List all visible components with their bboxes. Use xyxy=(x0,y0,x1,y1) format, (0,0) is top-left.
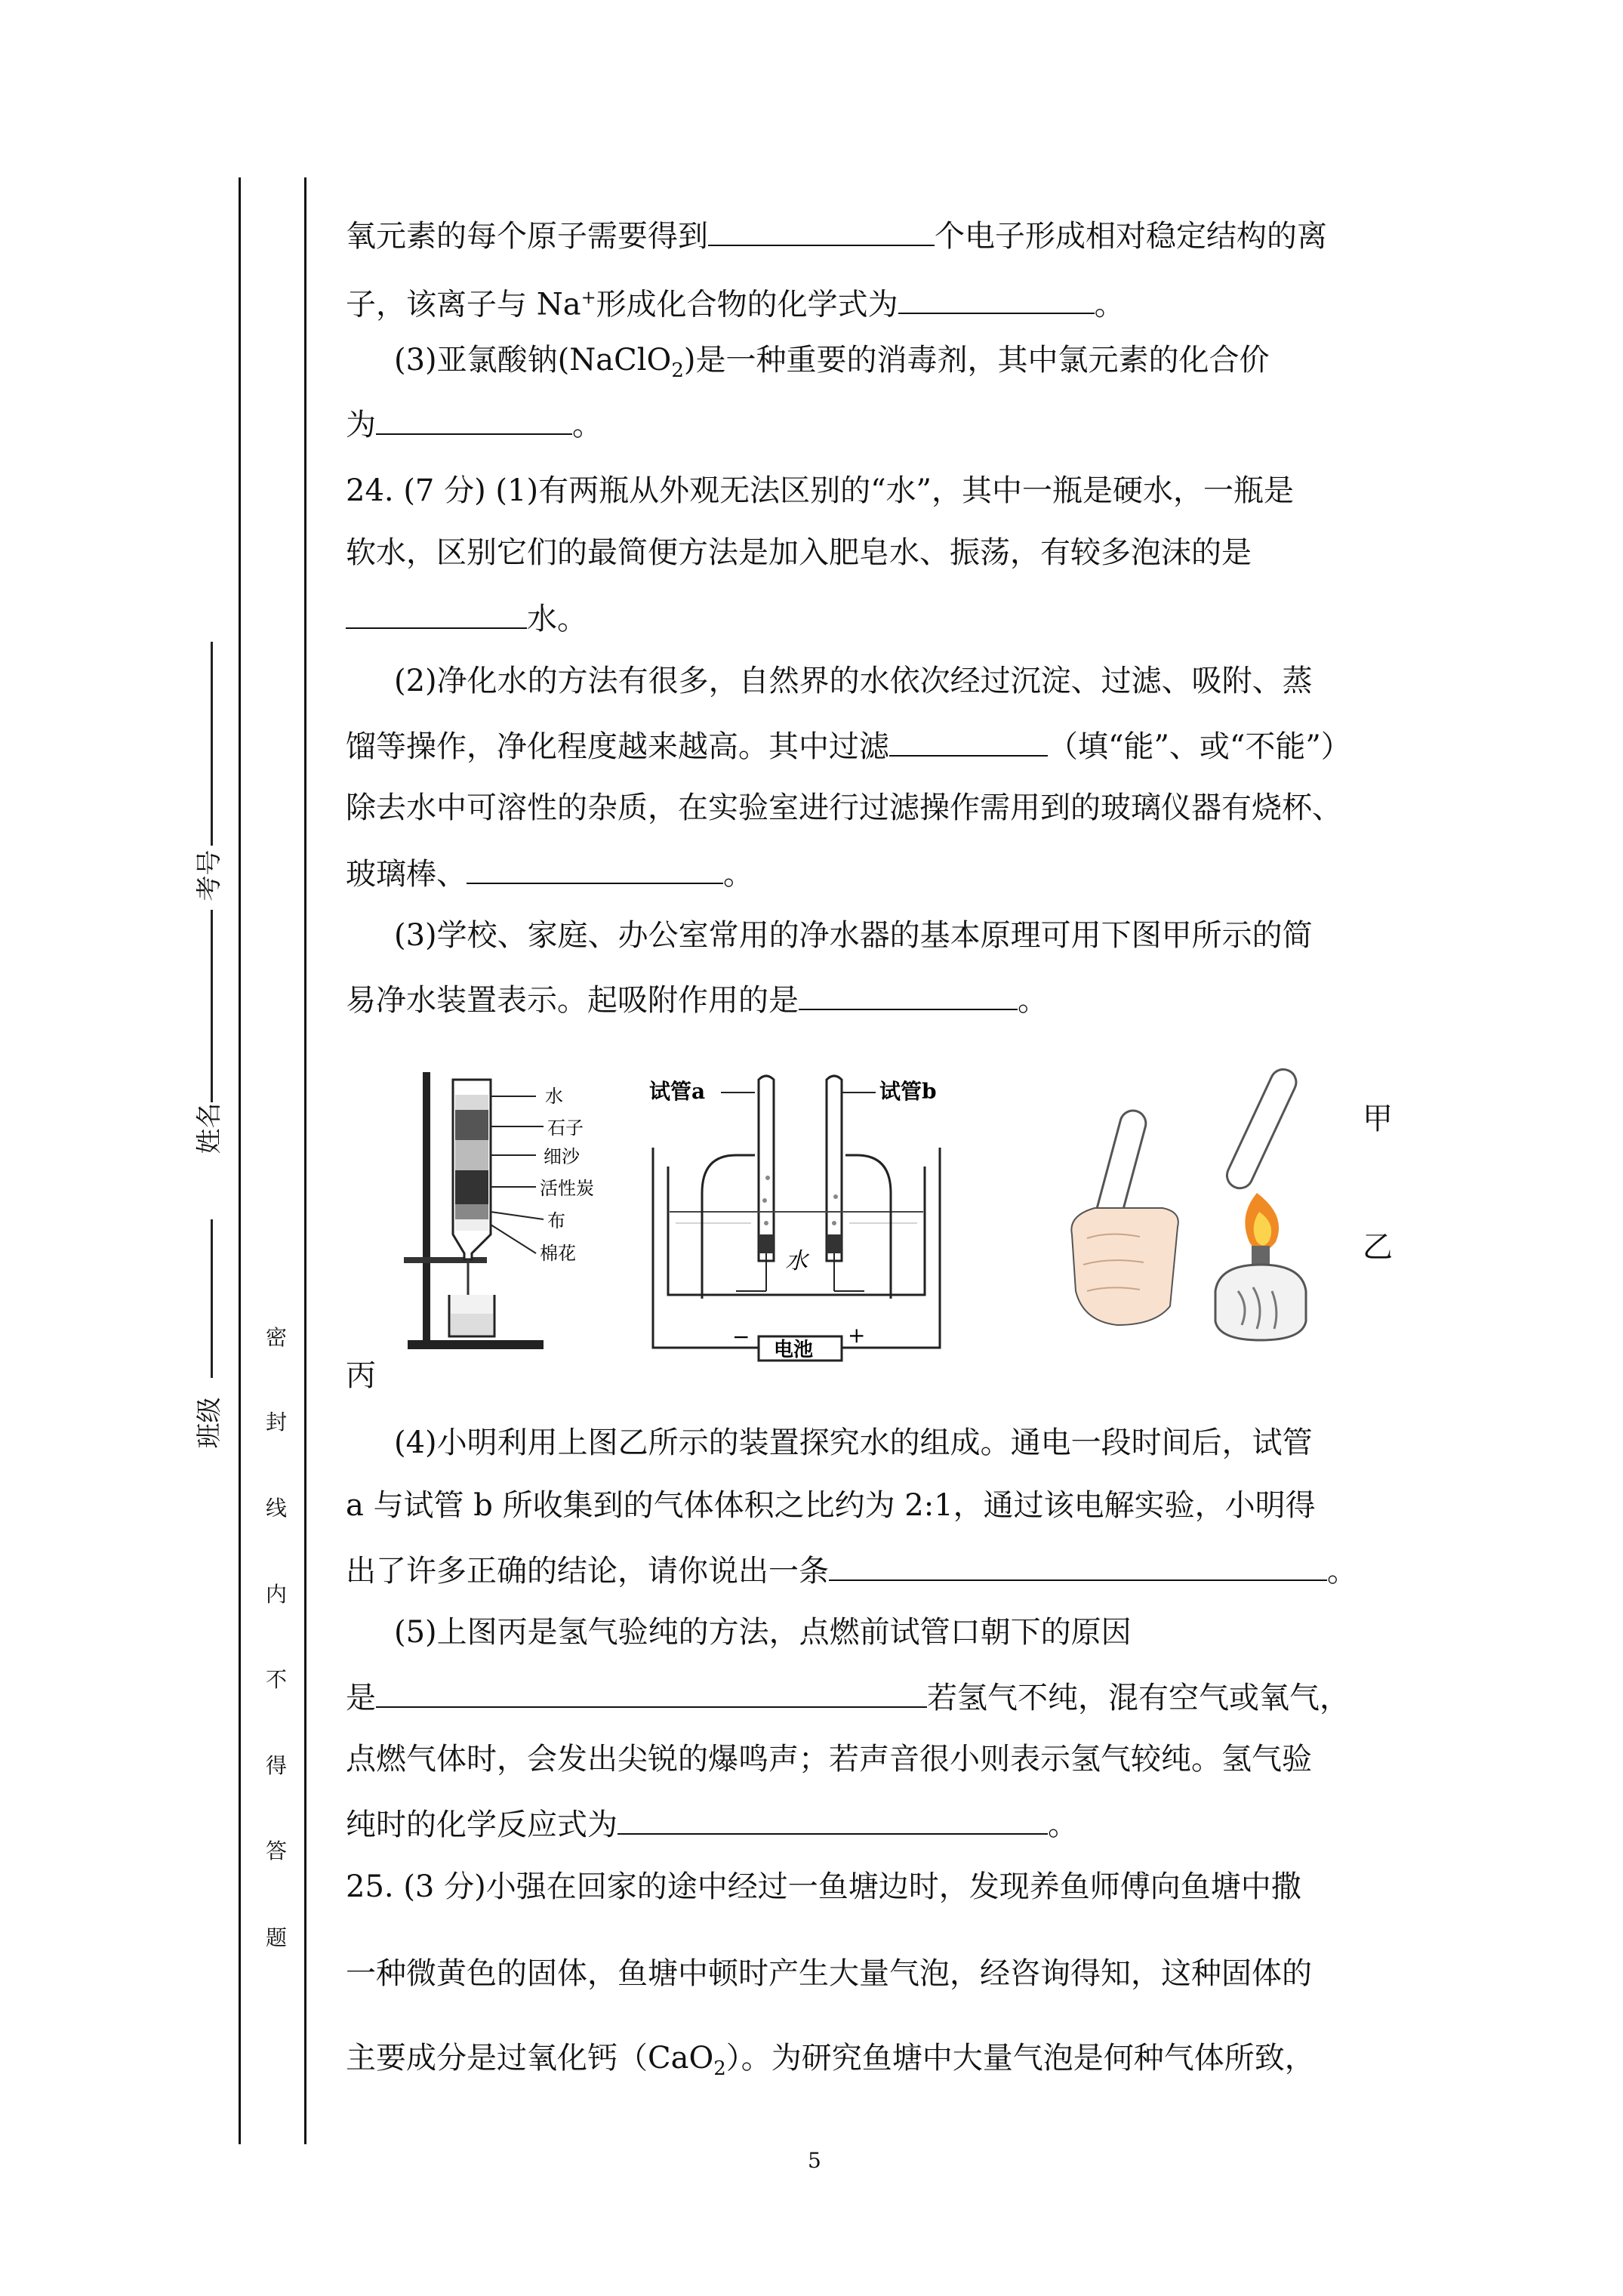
text: 除去水中可溶性的杂质，在实验室进行过滤操作需用到的玻璃仪器有烧杯、 xyxy=(346,791,1342,825)
figure-label-yi: 乙 xyxy=(1363,1230,1393,1265)
answer-blank[interactable] xyxy=(346,599,527,629)
text-line xyxy=(346,1487,1316,1524)
battery-label: 电池 xyxy=(774,1339,814,1361)
exam-no-label: 考号 xyxy=(194,849,225,901)
seal-char: 密 xyxy=(265,1325,287,1350)
figure-label-bing: 丙 xyxy=(346,1358,376,1393)
text: (4)小明利用上图乙所示的装置探究水的组成。通电一段时间后，试管 xyxy=(394,1425,1313,1460)
answer-blank[interactable] xyxy=(829,1551,1327,1581)
answer-blank[interactable] xyxy=(799,980,1018,1010)
text-line xyxy=(394,1614,1132,1650)
seal-char: 内 xyxy=(265,1582,287,1607)
figure-label-jia: 甲 xyxy=(1363,1102,1393,1136)
text-line xyxy=(346,473,1294,509)
text: )是一种重要的消毒剂，其中氯元素的化合价 xyxy=(683,343,1270,378)
text-line xyxy=(346,216,1327,254)
water-purifier-figure xyxy=(385,1065,627,1355)
battery-plus: + xyxy=(848,1323,866,1348)
text: 子，该离子与 Na xyxy=(346,287,581,322)
text: 软水，区别它们的最简便方法是加入肥皂水、振荡，有较多泡沫的是 xyxy=(346,535,1252,570)
text: 馏等操作，净化程度越来越高。其中过滤 xyxy=(346,729,889,764)
text: 易净水装置表示。起吸附作用的是 xyxy=(346,983,799,1018)
text: 25. (3 分)小强在回家的途中经过一鱼塘边时，发现养鱼师傅向鱼塘中撒 xyxy=(346,1869,1301,1904)
seal-char: 答 xyxy=(265,1838,287,1863)
seal-char: 题 xyxy=(265,1925,287,1950)
battery-minus: − xyxy=(732,1324,750,1349)
text: 纯时的化学反应式为 xyxy=(346,1808,617,1842)
seal-char: 封 xyxy=(265,1410,287,1435)
fig1-label: 布 xyxy=(547,1210,565,1231)
page-number: 5 xyxy=(808,2148,821,2173)
text: 若氢气不纯，混有空气或氧气， xyxy=(927,1681,1350,1715)
text: (2)净化水的方法有很多，自然界的水依次经过沉淀、过滤、吸附、蒸 xyxy=(394,664,1313,698)
text: 。 xyxy=(1094,287,1125,322)
answer-blank[interactable] xyxy=(889,726,1048,757)
text-line xyxy=(346,790,1342,826)
text: 出了许多正确的结论，请你说出一条 xyxy=(346,1554,829,1589)
text: 点燃气体时，会发出尖锐的爆鸣声；若声音很小则表示氢气较纯。氢气验 xyxy=(346,1742,1312,1777)
text: (3)亚氯酸钠(NaClO xyxy=(394,343,672,378)
fig1-label: 活性炭 xyxy=(540,1178,594,1199)
text-line xyxy=(346,279,1125,322)
water-label: 水 xyxy=(785,1248,808,1274)
text: 氧元素的每个原子需要得到 xyxy=(346,219,708,254)
fig1-label: 水 xyxy=(545,1086,563,1107)
fig1-label: 石子 xyxy=(547,1117,584,1139)
superscript: + xyxy=(581,287,596,308)
text-line xyxy=(346,535,1252,571)
text-line xyxy=(346,599,587,637)
answer-blank[interactable] xyxy=(708,216,935,246)
text: 。 xyxy=(1048,1808,1078,1842)
seal-char: 不 xyxy=(265,1667,287,1692)
text-line xyxy=(346,854,753,892)
text: (5)上图丙是氢气验纯的方法，点燃前试管口朝下的原因 xyxy=(394,1615,1132,1650)
text: 。 xyxy=(572,408,602,442)
text: 一种微黄色的固体，鱼塘中顿时产生大量气泡，经咨询得知，这种固体的 xyxy=(346,1956,1312,1991)
text: 。 xyxy=(723,857,753,892)
text-line xyxy=(394,1425,1313,1461)
text-line xyxy=(346,1741,1312,1777)
answer-blank[interactable] xyxy=(617,1804,1048,1835)
text-line xyxy=(346,1955,1312,1992)
subscript: 2 xyxy=(713,2057,726,2080)
text: 。 xyxy=(1018,983,1048,1018)
class-label: 班级 xyxy=(194,1397,225,1449)
text-line xyxy=(346,1804,1078,1843)
text: 24. (7 分) (1)有两瓶从外观无法区别的“水”，其中一瓶是硬水，一瓶是 xyxy=(346,473,1294,508)
text: 。 xyxy=(1327,1554,1357,1589)
text-line xyxy=(394,917,1313,954)
text-line xyxy=(394,663,1313,699)
seal-char: 线 xyxy=(265,1496,287,1521)
text: 形成化合物的化学式为 xyxy=(596,287,898,322)
binding-line-right xyxy=(304,177,306,2144)
fig1-label: 细沙 xyxy=(544,1146,580,1167)
subscript: 2 xyxy=(671,359,684,382)
seal-char: 得 xyxy=(265,1753,287,1778)
tube-b-label: 试管b xyxy=(879,1079,937,1104)
text: ）。为研究鱼塘中大量气泡是何种气体所致， xyxy=(725,2041,1315,2076)
text-line xyxy=(346,1678,1350,1716)
hydrogen-test-figure xyxy=(1057,1065,1329,1351)
text-line xyxy=(346,980,1048,1019)
text: 是 xyxy=(346,1681,376,1715)
text-line xyxy=(346,1869,1301,1905)
text: 玻璃棒、 xyxy=(346,857,467,892)
answer-blank[interactable] xyxy=(376,405,572,435)
answer-blank[interactable] xyxy=(467,854,723,884)
text-line xyxy=(346,1551,1357,1589)
exam-no-line xyxy=(211,642,213,846)
text-line xyxy=(346,405,602,443)
tube-a-label: 试管a xyxy=(649,1079,706,1104)
text: a 与试管 b 所收集到的气体体积之比约为 2:1，通过该电解实验，小明得 xyxy=(346,1488,1316,1523)
fig1-label: 棉花 xyxy=(540,1243,576,1264)
text: 水。 xyxy=(527,602,587,636)
name-line xyxy=(211,910,213,1102)
text: 主要成分是过氧化钙（CaO xyxy=(346,2041,714,2076)
class-line xyxy=(211,1219,213,1378)
electrolysis-figure xyxy=(645,1072,947,1363)
answer-blank[interactable] xyxy=(898,284,1095,314)
text-line xyxy=(394,342,1269,389)
text: 为 xyxy=(346,408,376,442)
answer-blank[interactable] xyxy=(376,1678,927,1708)
text-line xyxy=(346,726,1351,765)
text-line xyxy=(346,2040,1315,2087)
name-label: 姓名 xyxy=(194,1102,225,1154)
binding-line-left xyxy=(239,177,241,2144)
text: （填“能”、或“不能”） xyxy=(1048,729,1351,764)
text: 个电子形成相对稳定结构的离 xyxy=(935,219,1327,254)
text: (3)学校、家庭、办公室常用的净水器的基本原理可用下图甲所示的简 xyxy=(394,918,1313,953)
